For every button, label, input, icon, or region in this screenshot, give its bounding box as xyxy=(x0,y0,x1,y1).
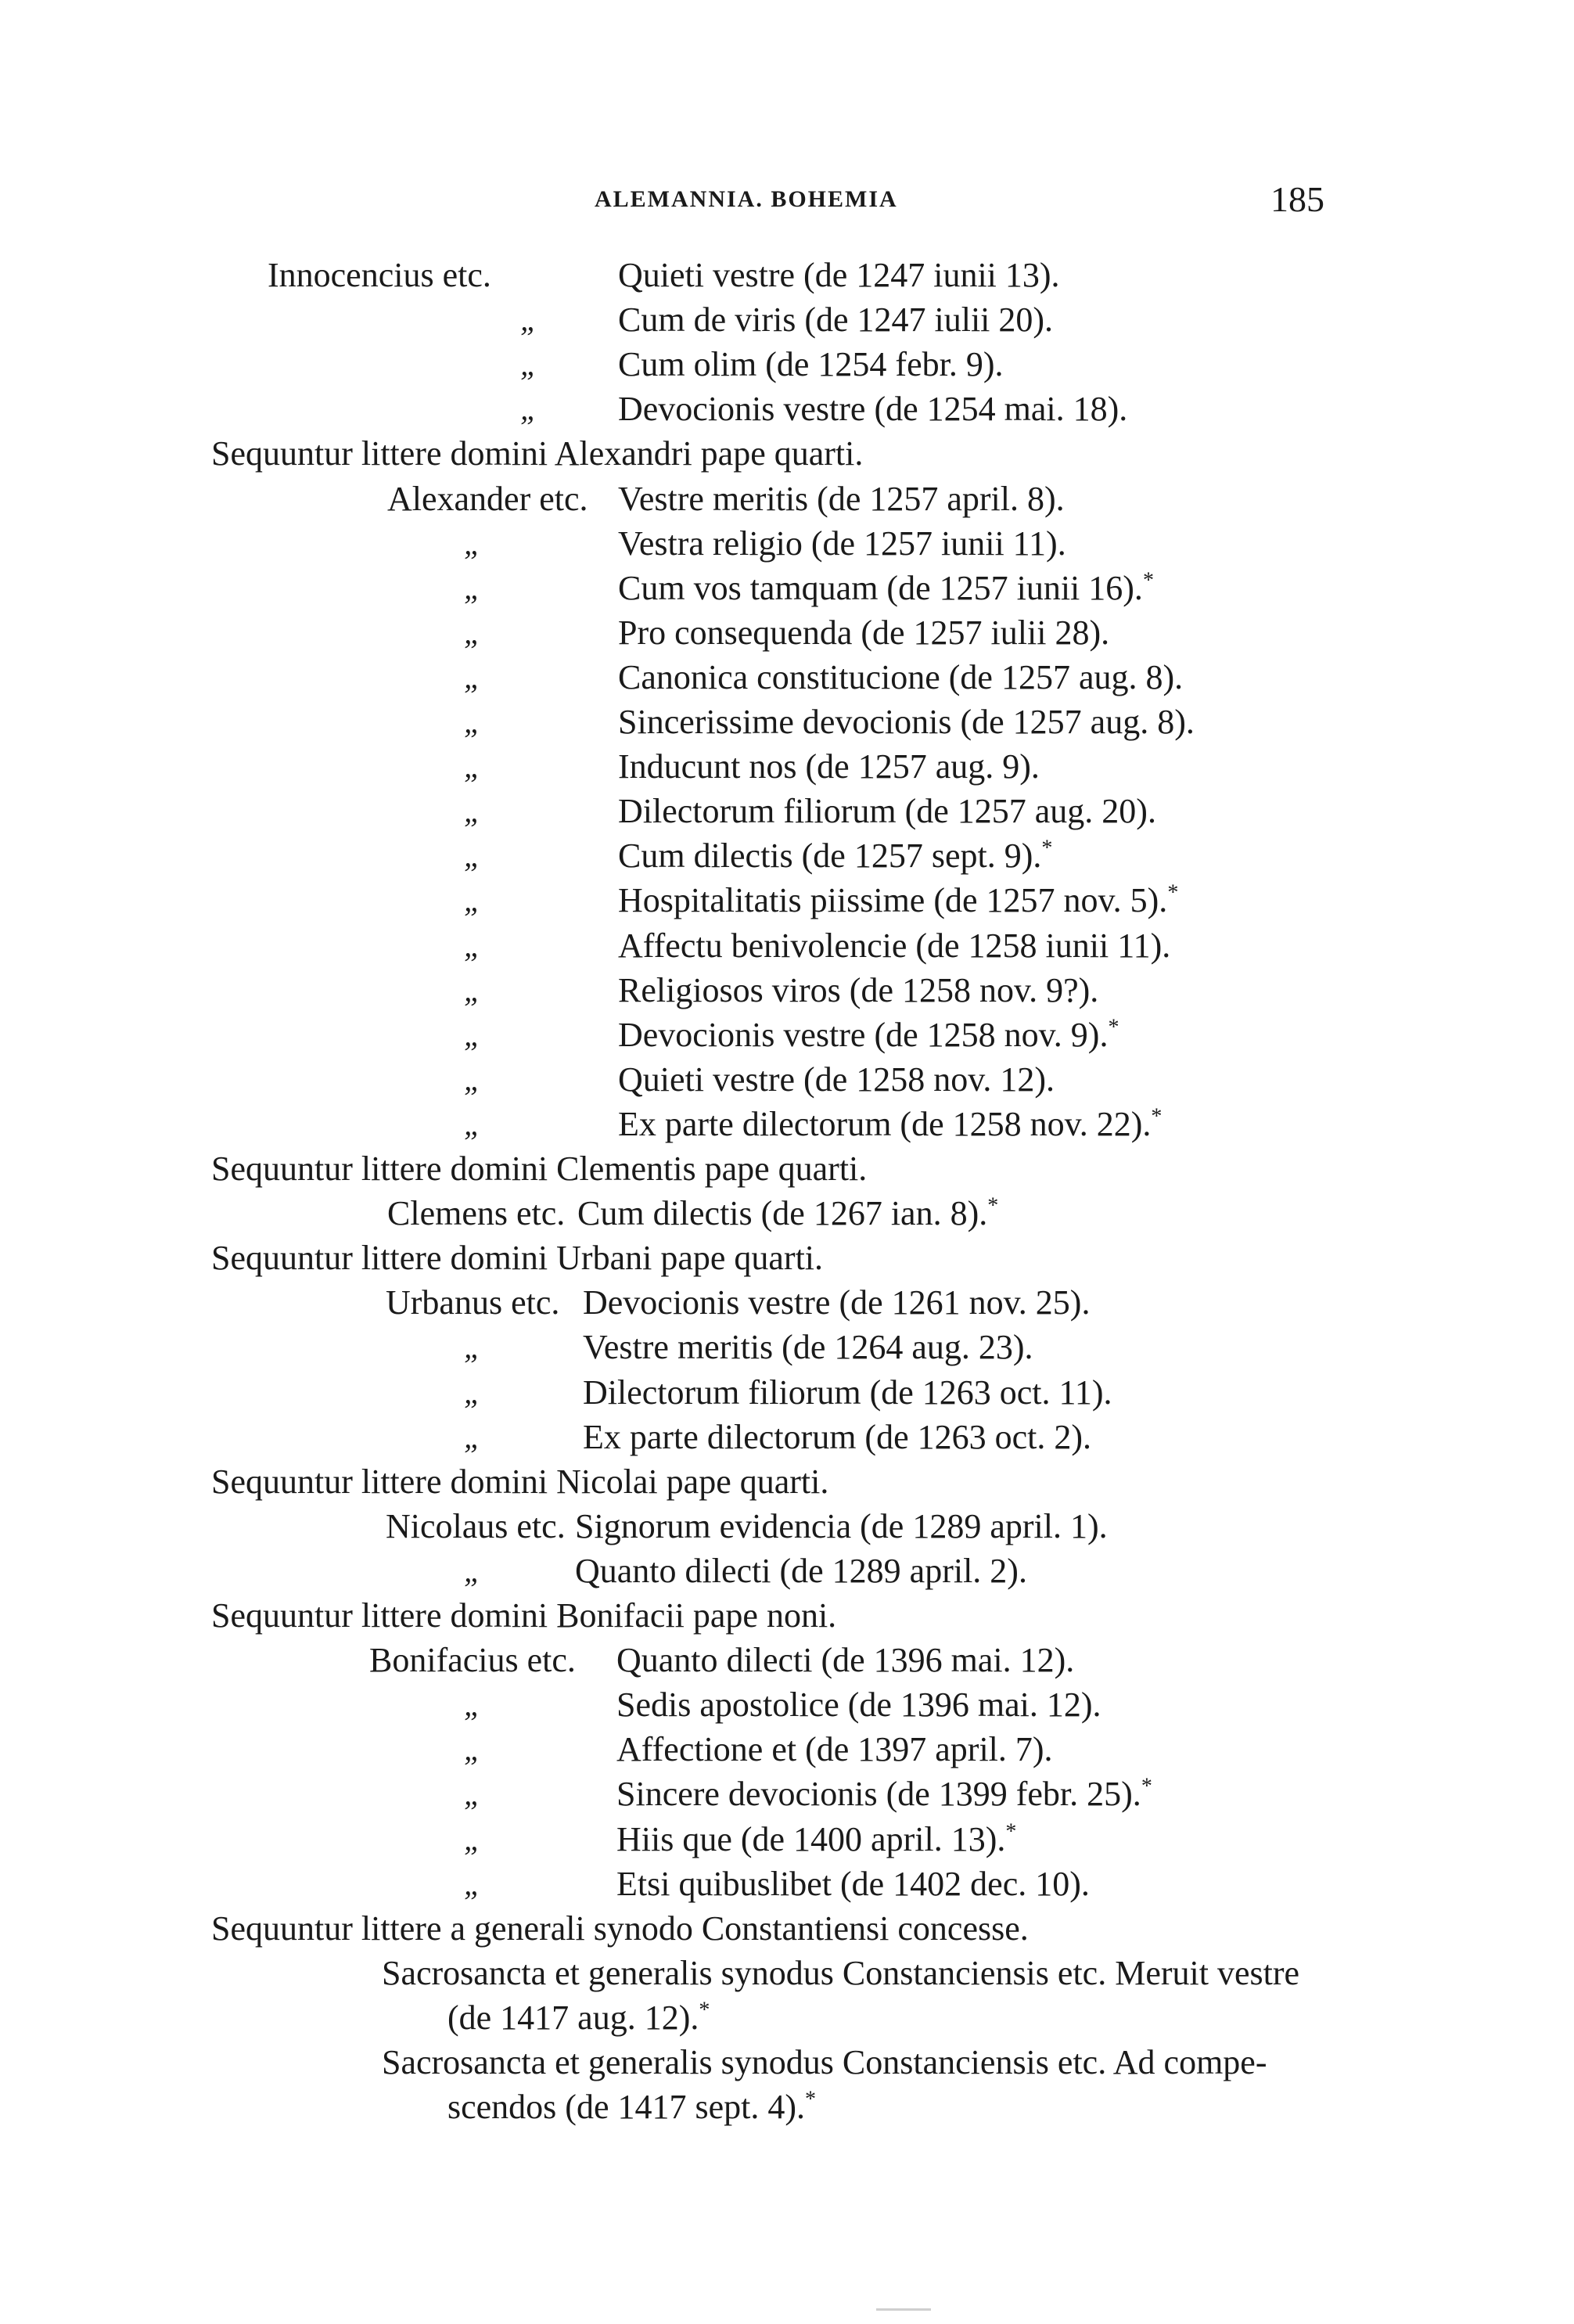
asterisk-footnote-mark: * xyxy=(1151,1104,1163,1129)
asterisk-footnote-mark: * xyxy=(1005,1819,1017,1844)
letter-entry: Quanto dilecti (de 1396 mai. 12). xyxy=(616,1641,1075,1680)
ditto-mark: „ xyxy=(464,927,482,963)
ditto-mark: „ xyxy=(464,1106,482,1142)
ditto-mark: „ xyxy=(464,972,482,1008)
ditto-mark: „ xyxy=(464,1419,482,1455)
ditto-mark: „ xyxy=(464,1687,482,1723)
letter-entry: Cum dilectis (de 1257 sept. 9).* xyxy=(618,836,1053,876)
letter-entry: Vestra religio (de 1257 iunii 11). xyxy=(618,523,1066,563)
section-heading: Sequuntur littere a generali synodo Constantiensi concesse. xyxy=(211,1908,1029,1948)
letter-entry: Devocionis vestre (de 1258 nov. 9).* xyxy=(618,1015,1119,1054)
letter-entry: Religiosos viros (de 1258 nov. 9?). xyxy=(618,970,1099,1009)
ditto-mark: „ xyxy=(464,525,482,561)
council-entry-line: (de 1417 aug. 12).* xyxy=(447,1998,710,2037)
letter-entry: Affectione et (de 1397 april. 7). xyxy=(616,1730,1053,1769)
issuer-label: Clemens etc. xyxy=(387,1194,566,1233)
letter-entry: Sincere devocionis (de 1399 febr. 25).* xyxy=(616,1774,1152,1814)
issuer-label: Urbanus etc. xyxy=(386,1283,560,1322)
letter-entry: Hiis que (de 1400 april. 13).* xyxy=(616,1819,1017,1858)
ditto-mark: „ xyxy=(464,1016,482,1052)
ditto-mark: „ xyxy=(520,302,538,338)
letter-entry: Signorum evidencia (de 1289 april. 1). xyxy=(575,1506,1108,1545)
asterisk-footnote-mark: * xyxy=(1142,568,1154,593)
council-entry-line: Sacrosancta et generalis synodus Constanciensis etc. Meruit vestre xyxy=(382,1953,1300,1992)
letter-entry: Devocionis vestre (de 1261 nov. 25). xyxy=(583,1283,1091,1322)
ditto-mark: „ xyxy=(464,1821,482,1857)
ditto-mark: „ xyxy=(464,1732,482,1768)
letter-entry: Dilectorum filiorum (de 1257 aug. 20). xyxy=(618,792,1156,831)
section-heading: Sequuntur littere domini Clementis pape quarti. xyxy=(211,1149,868,1188)
letter-entry: Quieti vestre (de 1247 iunii 13). xyxy=(618,256,1060,294)
ditto-mark: „ xyxy=(464,659,482,695)
letter-entry: Cum olim (de 1254 febr. 9). xyxy=(618,345,1004,384)
letter-entry: Vestre meritis (de 1264 aug. 23). xyxy=(583,1328,1033,1367)
ditto-mark: „ xyxy=(464,793,482,829)
letter-entry: Etsi quibuslibet (de 1402 dec. 10). xyxy=(616,1864,1090,1903)
ditto-mark: „ xyxy=(464,1552,482,1588)
section-heading: Sequuntur littere domini Bonifacii pape noni. xyxy=(211,1596,837,1635)
letter-entry: Ex parte dilectorum (de 1263 oct. 2). xyxy=(583,1417,1092,1456)
letter-entry: Devocionis vestre (de 1254 mai. 18). xyxy=(618,390,1128,429)
letter-entry: Quanto dilecti (de 1289 april. 2). xyxy=(575,1551,1027,1590)
ditto-mark: „ xyxy=(464,838,482,874)
ditto-mark: „ xyxy=(464,1061,482,1097)
asterisk-footnote-mark: * xyxy=(805,2087,817,2112)
letter-entry: Inducunt nos (de 1257 aug. 9). xyxy=(618,747,1040,786)
letter-entry: Pro consequenda (de 1257 iulii 28). xyxy=(618,613,1110,652)
ditto-mark: „ xyxy=(464,1776,482,1812)
ditto-mark: „ xyxy=(464,883,482,919)
ditto-mark: „ xyxy=(464,1865,482,1901)
issuer-label: Bonifacius etc. xyxy=(369,1641,576,1680)
section-heading: Sequuntur littere domini Nicolai pape quarti. xyxy=(211,1462,829,1501)
issuer-label: Innocencius etc. xyxy=(268,256,491,294)
asterisk-footnote-mark: * xyxy=(987,1193,999,1218)
letter-entry: Quieti vestre (de 1258 nov. 12). xyxy=(618,1059,1055,1099)
council-entry-line: Sacrosancta et generalis synodus Constanciensis etc. Ad compe- xyxy=(382,2043,1267,2081)
letter-entry: Cum dilectis (de 1267 ian. 8).* xyxy=(577,1193,999,1233)
letter-entry: Cum vos tamquam (de 1257 iunii 16).* xyxy=(618,568,1154,607)
council-entry-line: scendos (de 1417 sept. 4).* xyxy=(447,2087,817,2127)
letter-entry: Hospitalitatis piissime (de 1257 nov. 5).* xyxy=(618,880,1179,920)
letter-entry: Dilectorum filiorum (de 1263 oct. 11). xyxy=(583,1372,1112,1412)
letter-entry: Canonica constitucione (de 1257 aug. 8). xyxy=(618,657,1184,696)
letter-entry: Sedis apostolice (de 1396 mai. 12). xyxy=(616,1685,1101,1725)
letter-entry: Sincerissime devocionis (de 1257 aug. 8). xyxy=(618,703,1195,741)
ditto-mark: „ xyxy=(464,1374,482,1410)
asterisk-footnote-mark: * xyxy=(1167,880,1179,905)
footer-rule xyxy=(876,2308,931,2311)
section-heading: Sequuntur littere domini Urbani pape quarti. xyxy=(211,1239,824,1278)
ditto-mark: „ xyxy=(464,749,482,785)
ditto-mark: „ xyxy=(464,704,482,739)
letter-entry: Vestre meritis (de 1257 april. 8). xyxy=(618,479,1065,518)
page-number: 185 xyxy=(1270,179,1324,219)
letter-entry: Cum de viris (de 1247 iulii 20). xyxy=(618,300,1054,340)
ditto-mark: „ xyxy=(464,570,482,606)
asterisk-footnote-mark: * xyxy=(1041,836,1053,861)
ditto-mark: „ xyxy=(520,347,538,383)
ditto-mark: „ xyxy=(464,614,482,650)
running-title: ALEMANNIA. BOHEMIA xyxy=(595,186,898,212)
issuer-label: Nicolaus etc. xyxy=(386,1506,566,1545)
ditto-mark: „ xyxy=(520,391,538,427)
section-heading: Sequuntur littere domini Alexandri pape quarti. xyxy=(211,434,864,473)
letter-entry: Ex parte dilectorum (de 1258 nov. 22).* xyxy=(618,1104,1163,1143)
asterisk-footnote-mark: * xyxy=(1141,1774,1152,1799)
ditto-mark: „ xyxy=(464,1329,482,1365)
asterisk-footnote-mark: * xyxy=(699,1998,710,2023)
issuer-label: Alexander etc. xyxy=(387,479,588,518)
asterisk-footnote-mark: * xyxy=(1108,1015,1119,1040)
letter-entry: Affectu benivolencie (de 1258 iunii 11). xyxy=(618,926,1171,965)
